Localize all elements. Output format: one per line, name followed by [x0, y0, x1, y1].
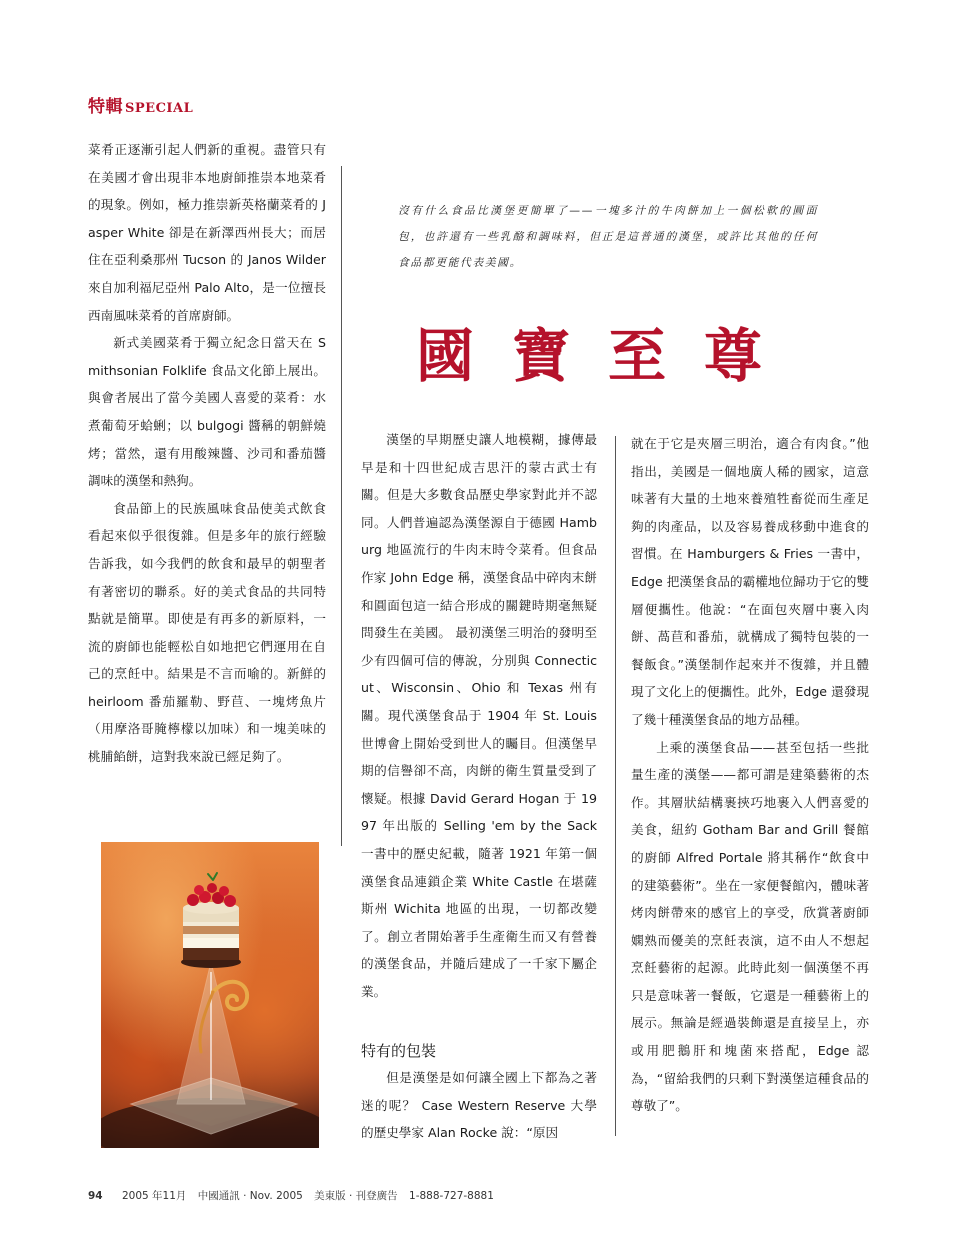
article-headline — [416, 316, 764, 390]
page-footer — [88, 1188, 502, 1203]
headline-char-1: 國 — [416, 322, 477, 390]
footer-date: 2005 年11月 — [121, 1190, 187, 1202]
col2b-paragraph-1: 但是漢堡是如何讓全國上下都為之著迷的呢？ Case Western Reserve 大學的歷史學家 Alan Rocke 說：“原因 — [361, 1070, 597, 1141]
section-label — [88, 92, 193, 117]
col3-paragraph-1: 就在于它是夾層三明治，適合有肉食。”他指出，美國是一個地廣人稀的國家，這意味著有大量的土地來養殖牲畜從而生產足夠的肉產品，以及容易養成移動中進食的習慣。在 Hamburgers & Fries 一書中，Edge 把漢堡食品的霸權地位歸功于它的雙層便攜性。他說：“在面包夾層中裹入肉餅、萵苣和番茄，就構成了獨特包裝的一餐飯食。”漢堡制作起來并不復雜，并且體現了文化上的便攜性。此外，Edge 還發現了幾十種漢堡食品的地方品種。 — [631, 436, 869, 727]
section-subhead: 特有的包裝 — [361, 1042, 437, 1060]
col1-paragraph-3: 食品節上的民族風味食品使美式飲食看起來似乎很復雜。但是多年的旅行經驗告訴我，如今我們的飲食和最早的朝聖者有著密切的聯系。好的美式食品的共同特點就是簡單。即使是有再多的新原料，一流的廚師也能輕松自如地把它們運用在自己的烹飪中。結果是不言而喻的。新鮮的 heirloom 番茄羅勒、野苣、一塊烤魚片（用摩洛哥腌檸檬以加味）和一塊美味的桃脯餡餅，這對我來說已經足夠了。 — [88, 500, 326, 765]
col2-paragraph-1: 漢堡的早期歷史讓人地模糊，據傳最早是和十四世紀成吉思汗的蒙古武士有關。但是大多數食品歷史學家對此并不認同。人們普遍認為漢堡源自于德國 Hamburg 地區流行的牛肉末時令菜肴。但食品作家 John Edge 稱，漢堡食品中碎肉末餅和圓面包這一結合形成的關鍵時期毫無疑問發生在美國。 最初漢堡三明治的發明至少有四個可信的傳說，分別與 Connecticut、Wisconsin、Ohio 和 Texas 州有關。現代漢堡食品于 1904 年 St. Louis 世博會上開始受到世人的矚目。但漢堡早期的信譽卻不高，肉餅的衛生質量受到了懷疑。根據 David Gerard Hogan 于 1997 年出版的 Selling 'em by the Sack 一書中的歷史紀載，隨著 1921 年第一個漢堡食品連鎖企業 White Castle 在堪薩斯州 Wichita 地區的出現，一切都改變了。創立者開始著手生產衛生而又有營養的漢堡食品，并隨后建成了一千家下屬企業。 — [361, 432, 597, 999]
column-divider-1 — [341, 166, 342, 846]
footer-edition: 美東版 · 刊登廣告 — [314, 1190, 398, 1202]
dessert-photo — [101, 842, 319, 1148]
col1-paragraph-1: 菜肴正逐漸引起人們新的重視。盡管只有在美國才會出現非本地廚師推崇本地菜肴的現象。例如，極力推崇新英格蘭菜肴的 Jasper White 卻是在新澤西州長大；而居住在亞利桑那州 Tucson 的 Janos Wilder 來自加利福尼亞州 Palo Alto，是一位擅長西南風味菜肴的首席廚師。 — [88, 142, 326, 323]
page-number: 94 — [88, 1190, 103, 1202]
article-column-1 — [88, 136, 326, 771]
article-intro: 沒有什么食品比漢堡更簡單了——一塊多汁的牛肉餅加上一個松軟的圓面包，也許還有一些乳酪和調味料，但正是這普通的漢堡，或許比其他的任何食品都更能代表美國。 — [398, 204, 818, 269]
article-column-3 — [631, 430, 869, 1120]
col3-paragraph-2: 上乘的漢堡食品——甚至包括一些批量生產的漢堡——都可謂是建築藝術的杰作。其層狀結構裹挾巧地裹入人們喜愛的美食，紐約 Gotham Bar and Grill 餐館的廚師 Alfred Portale 將其稱作“飲食中的建築藝術”。坐在一家便餐館內，體味著烤肉餅帶來的感官上的享受，欣賞著廚師嫻熟而優美的烹飪表演，這不由人不想起烹飪藝術的起源。此時此刻一個漢堡不再只是意味著一餐飯，它還是一種藝術上的展示。無論是經過裝飾還是直接呈上，亦或用肥鵝肝和塊菌來搭配，Edge 認為，“留給我們的只剩下對漢堡這種食品的尊敬了”。 — [631, 739, 869, 1114]
col1-paragraph-2: 新式美國菜肴于獨立紀念日當天在 Smithsonian Folklife 食品文化節上展出。與會者展出了當今美國人喜愛的菜肴：水煮葡萄牙蛤蜊；以 bulgogi 醬稱的朝鮮燒烤；當然，還有用酸辣醬、沙司和番茄醬調味的漢堡和熱狗。 — [88, 335, 326, 489]
headline-char-2: 寶 — [511, 322, 572, 390]
section-label-cn: 特輯 — [88, 97, 123, 117]
column-divider-2 — [615, 436, 616, 1136]
section-label-en: SPECIAL — [125, 101, 194, 116]
headline-char-4: 尊 — [703, 322, 764, 390]
footer-magazine: 中國通訊 · Nov. 2005 — [197, 1190, 303, 1202]
footer-phone: 1-888-727-8881 — [409, 1190, 494, 1202]
article-column-2 — [361, 426, 597, 1005]
article-column-2-continued — [361, 1064, 597, 1147]
dessert-illustration — [101, 842, 319, 1148]
headline-char-3: 至 — [607, 322, 668, 390]
